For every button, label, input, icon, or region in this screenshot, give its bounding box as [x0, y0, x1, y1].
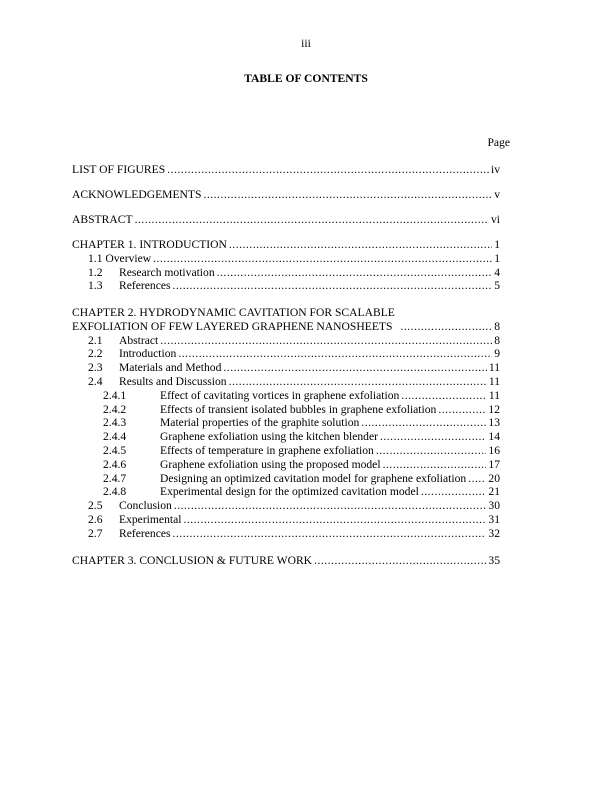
toc-entry-abstract[interactable]	[72, 213, 500, 227]
toc-number: 2.1	[88, 333, 103, 347]
toc-entry[interactable]	[72, 472, 500, 486]
toc-entry-acknowledgements[interactable]	[72, 188, 500, 202]
dot-leader	[160, 334, 492, 348]
toc-page: 20	[488, 471, 500, 485]
toc-label: Effect of cavitating vortices in graphene exfoliation	[160, 388, 400, 402]
toc-entry[interactable]	[72, 361, 500, 375]
dot-leader	[380, 430, 486, 444]
toc-page: vi	[490, 213, 500, 226]
toc-label: References	[119, 279, 171, 293]
toc-number: 1.3	[88, 279, 103, 293]
toc-entry[interactable]	[72, 458, 500, 472]
toc-entry[interactable]	[72, 389, 500, 403]
toc-entry-chapter-2-line1[interactable]	[72, 306, 500, 320]
toc-label: CHAPTER 1. INTRODUCTION	[72, 238, 227, 251]
dot-leader	[173, 279, 493, 293]
page-column-label: Page	[487, 136, 510, 149]
toc-entry-chapter-3[interactable]	[72, 554, 500, 568]
dot-leader	[174, 499, 487, 513]
toc-page: 32	[488, 526, 500, 540]
toc-number: 1.2	[88, 265, 103, 279]
toc-entry[interactable]	[72, 499, 500, 513]
dot-leader	[223, 361, 486, 375]
toc-page: 31	[488, 512, 500, 526]
toc-page: 12	[488, 402, 500, 416]
dot-leader	[438, 403, 486, 417]
toc-page: 17	[488, 457, 500, 471]
dot-leader	[173, 527, 487, 541]
toc-label: Abstract	[119, 333, 159, 347]
toc-page: 30	[488, 499, 500, 513]
dot-leader	[383, 458, 487, 472]
dot-leader	[376, 444, 487, 458]
toc-number: 2.4.5	[103, 443, 127, 457]
toc-label: CHAPTER 3. CONCLUSION & FUTURE WORK	[72, 554, 313, 567]
toc-entry[interactable]	[72, 416, 500, 430]
dot-leader	[183, 513, 486, 527]
toc-label: ACKNOWLEDGEMENTS	[72, 188, 202, 201]
dot-leader	[217, 266, 493, 280]
toc-chapter-2	[72, 306, 500, 541]
dot-leader	[421, 485, 487, 499]
toc-page: 16	[488, 443, 500, 457]
dot-leader	[178, 347, 492, 361]
dot-leader	[400, 320, 492, 334]
toc-label: Materials and Method	[119, 361, 222, 375]
toc-entry[interactable]	[72, 513, 500, 527]
toc-page: 13	[488, 416, 500, 430]
dot-leader	[468, 472, 486, 486]
toc-chapter-3	[72, 554, 500, 568]
toc-entry-1-3[interactable]	[72, 279, 500, 293]
toc-entry-chapter-1[interactable]	[72, 238, 500, 252]
toc-label: LIST OF FIGURES	[72, 163, 166, 176]
toc-chapter-1	[72, 238, 500, 293]
toc-label: Effects of temperature in graphene exfoliation	[160, 443, 374, 457]
toc-page: iv	[490, 163, 500, 176]
toc-page: 8	[494, 333, 500, 347]
toc-label: Conclusion	[119, 499, 172, 513]
dot-leader	[203, 188, 492, 202]
toc-number: 2.2	[88, 347, 103, 361]
toc-page: 11	[488, 388, 500, 402]
toc-entry-1-1[interactable]	[72, 252, 500, 266]
toc-label: Designing an optimized cavitation model for graphene exfoliation	[160, 471, 467, 485]
toc-page: 8	[494, 319, 500, 333]
toc-page: 9	[494, 347, 500, 361]
toc-page: 5	[494, 279, 500, 293]
toc-entry[interactable]	[72, 527, 500, 541]
toc-entry-list-of-figures[interactable]	[72, 163, 500, 177]
toc-page: 21	[488, 485, 500, 499]
toc-number: 2.4.1	[103, 388, 127, 402]
toc-page: 1	[494, 238, 500, 251]
toc-number: 2.4.7	[103, 471, 127, 485]
toc-number: 2.4.4	[103, 430, 127, 444]
toc-label: Experimental design for the optimized cavitation model	[160, 485, 419, 499]
toc-label: ABSTRACT	[72, 213, 133, 226]
toc-label: Introduction	[119, 347, 177, 361]
dot-leader	[361, 416, 486, 430]
toc-label: Research motivation	[119, 265, 215, 279]
page-number: iii	[301, 37, 311, 50]
dot-leader	[229, 238, 492, 252]
toc-page: 11	[488, 374, 500, 388]
page-title: TABLE OF CONTENTS	[244, 72, 368, 85]
toc-entry[interactable]	[72, 334, 500, 348]
toc-number: 2.4	[88, 374, 103, 388]
toc-number: 2.7	[88, 526, 103, 540]
toc-entry[interactable]	[72, 430, 500, 444]
toc-entry[interactable]	[72, 403, 500, 417]
toc-label: 1.1 Overview	[88, 251, 152, 265]
toc-number: 2.4.3	[103, 416, 127, 430]
dot-leader	[135, 213, 489, 227]
toc-label: Material properties of the graphite solution	[160, 416, 360, 430]
toc-number: 2.6	[88, 512, 103, 526]
toc-page: 11	[488, 361, 500, 375]
dot-leader	[229, 375, 487, 389]
dot-leader	[167, 163, 489, 177]
toc-number: 2.3	[88, 361, 103, 375]
toc-entry[interactable]	[72, 444, 500, 458]
toc-entry[interactable]	[72, 375, 500, 389]
toc-label: Results and Discussion	[119, 374, 227, 388]
dot-leader	[314, 554, 486, 568]
toc-label: Experimental	[119, 512, 182, 526]
toc-label: Graphene exfoliation using the kitchen blender	[160, 430, 378, 444]
toc-number: 2.4.2	[103, 402, 127, 416]
toc-number: 2.4.6	[103, 457, 127, 471]
toc-number: 2.4.8	[103, 485, 127, 499]
toc-page: 35	[488, 554, 500, 567]
toc-entry-chapter-2[interactable]	[72, 320, 500, 334]
toc-number: 2.5	[88, 499, 103, 513]
toc-label: CHAPTER 2. HYDRODYNAMIC CAVITATION FOR SCALABLE	[72, 306, 395, 319]
toc-entry[interactable]	[72, 347, 500, 361]
toc-page: v	[494, 188, 500, 201]
toc-page: 14	[488, 430, 500, 444]
dot-leader	[401, 389, 487, 403]
toc-label: References	[119, 526, 171, 540]
toc-page: 1	[494, 251, 500, 265]
toc-label: EXFOLIATION OF FEW LAYERED GRAPHENE NANOSHEETS	[72, 319, 393, 333]
toc-page: 4	[494, 265, 500, 279]
toc-label: Graphene exfoliation using the proposed model	[160, 457, 381, 471]
toc-entry[interactable]	[72, 485, 500, 499]
toc-entry-1-2[interactable]	[72, 266, 500, 280]
toc-label: Effects of transient isolated bubbles in graphene exfoliation	[160, 402, 437, 416]
dot-leader	[153, 252, 492, 266]
